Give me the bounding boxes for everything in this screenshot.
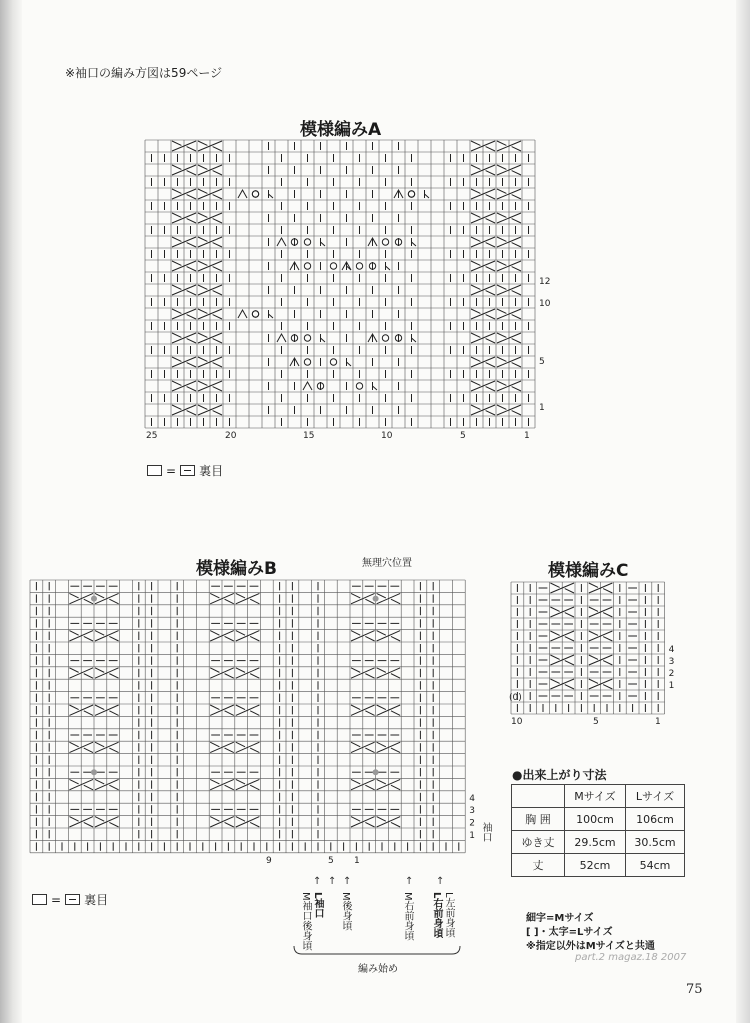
hole-marker-dot	[373, 596, 379, 602]
column-number-label: 1	[655, 717, 661, 727]
size-table-heading: ●出来上がり寸法	[512, 768, 607, 782]
decrease	[321, 334, 326, 342]
column-number-label: 10	[511, 717, 523, 727]
row-number-label: 4	[469, 793, 475, 804]
row-number-label: 1	[668, 681, 675, 691]
chart-b-grid	[28, 578, 488, 878]
table-row	[512, 808, 685, 831]
decrease	[347, 358, 352, 366]
marker-arrow-icon: ↑	[405, 876, 414, 887]
chart-c-grid	[507, 580, 687, 732]
decrease	[238, 190, 247, 198]
decrease	[269, 310, 274, 318]
row-number-label: 12	[539, 277, 550, 287]
table-cell: Lサイズ	[626, 785, 685, 808]
blank-square-icon	[32, 894, 47, 905]
marker-l-left-front: L左前身頃	[443, 892, 454, 938]
table-row	[512, 854, 685, 877]
yarn-over	[304, 263, 310, 269]
yarn-over	[382, 239, 388, 245]
column-number-label: 1	[524, 431, 530, 441]
row-number-label: 1	[539, 403, 545, 413]
table-cell: 29.5cm	[565, 831, 626, 854]
footnote-l: [ ]・太字=Lサイズ	[526, 927, 613, 938]
row-number-label: 3	[668, 657, 675, 667]
decrease	[412, 334, 417, 342]
table-cell: Mサイズ	[565, 785, 626, 808]
decrease	[386, 262, 391, 270]
marker-m-right-front: M右前身頃	[402, 892, 413, 941]
yarn-over	[356, 383, 362, 389]
decrease	[269, 190, 274, 198]
row-number-label: 4	[668, 645, 675, 655]
table-row	[512, 785, 685, 808]
marker-arrow-icon: ↑	[436, 876, 445, 887]
table-cell: 丈	[512, 854, 565, 877]
yarn-over	[252, 311, 258, 317]
decrease	[238, 310, 247, 318]
yarn-over	[356, 263, 362, 269]
decrease	[425, 190, 430, 198]
footnote-m: 細字=Mサイズ	[526, 913, 594, 924]
chart-b-title: 模様編みB	[196, 559, 277, 579]
yarn-over	[304, 359, 310, 365]
column-number-label: 5	[460, 431, 466, 441]
size-table	[511, 784, 685, 877]
column-number-label: 5	[328, 855, 334, 866]
row-number-label: 3	[469, 806, 475, 817]
chart-b-callout: 無理穴位置	[362, 558, 412, 569]
table-cell: ゆき丈	[512, 831, 565, 854]
column-number-label: 1	[354, 855, 360, 866]
row-number-label: 5	[539, 357, 545, 367]
legend-a	[147, 462, 223, 479]
yarn-over	[304, 239, 310, 245]
table-cell: 52cm	[565, 854, 626, 877]
row-number-label: 10	[539, 299, 550, 309]
table-cell	[512, 785, 565, 808]
marker-arrow-icon: ↑	[328, 876, 337, 887]
page-number: 75	[686, 982, 703, 997]
table-cell: 胸 囲	[512, 808, 565, 831]
table-cell: 100cm	[565, 808, 626, 831]
chart-a-grid	[140, 138, 550, 450]
row-number-label: 2	[469, 818, 475, 829]
legend-b	[32, 891, 108, 908]
legend-b-label: 裏目	[84, 893, 109, 907]
legend-a-equals: =	[166, 463, 177, 478]
yarn-over	[252, 191, 258, 197]
yarn-over	[382, 335, 388, 341]
row-number-label: 2	[668, 669, 675, 679]
yarn-over	[330, 359, 336, 365]
marker-m-back: M後身頃	[340, 892, 351, 931]
column-number-label: 5	[593, 717, 599, 727]
yarn-over	[330, 263, 336, 269]
marker-arrow-icon: ↑	[313, 876, 322, 887]
table-cell: 54cm	[626, 854, 685, 877]
yarn-over	[408, 191, 414, 197]
hole-marker-dot	[91, 769, 97, 775]
column-number-label: 10	[381, 431, 393, 441]
legend-a-label: 裏目	[199, 464, 224, 478]
marker-m-sleeve-back: M袖口後身頃	[300, 892, 311, 951]
chart-c-title: 模様編みC	[548, 561, 629, 581]
watermark: part.2 magaz.18 2007	[575, 952, 687, 963]
sleeve-note: ※袖口の編み方図は59ページ	[65, 66, 223, 80]
decrease	[277, 238, 286, 246]
footnote-common: ※指定以外はMサイズと共通	[526, 941, 655, 952]
chart-b-side-label: 袖口	[480, 822, 491, 842]
yarn-over	[304, 335, 310, 341]
row-number-label: 1	[469, 831, 475, 841]
purl-symbol-icon	[65, 894, 80, 905]
table-row	[512, 831, 685, 854]
column-number-label: 20	[225, 431, 237, 441]
decrease	[321, 238, 326, 246]
hole-marker-dot	[91, 596, 97, 602]
marker-arrow-icon: ↑	[343, 876, 352, 887]
column-number-label: 25	[146, 431, 158, 441]
page-edge	[736, 0, 750, 1023]
table-cell: 30.5cm	[626, 831, 685, 854]
decrease	[412, 238, 417, 246]
hole-marker-dot	[373, 769, 379, 775]
purl-symbol-icon	[180, 465, 195, 476]
marker-l-sleeve: L袖口	[312, 892, 323, 919]
start-label: 編み始め	[358, 964, 398, 975]
decrease	[277, 334, 286, 342]
blank-square-icon	[147, 465, 162, 476]
column-number-label: 15	[303, 431, 315, 441]
legend-b-equals: =	[51, 892, 62, 907]
marker-l-right-front: L右前身頃	[431, 892, 442, 939]
column-number-label: 9	[266, 855, 272, 866]
table-cell: 106cm	[626, 808, 685, 831]
chart-a-title: 模様編みA	[300, 120, 382, 140]
decrease	[373, 382, 378, 390]
decrease	[303, 382, 312, 390]
book-spine	[0, 0, 22, 1023]
row-number-label: (0)	[509, 693, 522, 703]
